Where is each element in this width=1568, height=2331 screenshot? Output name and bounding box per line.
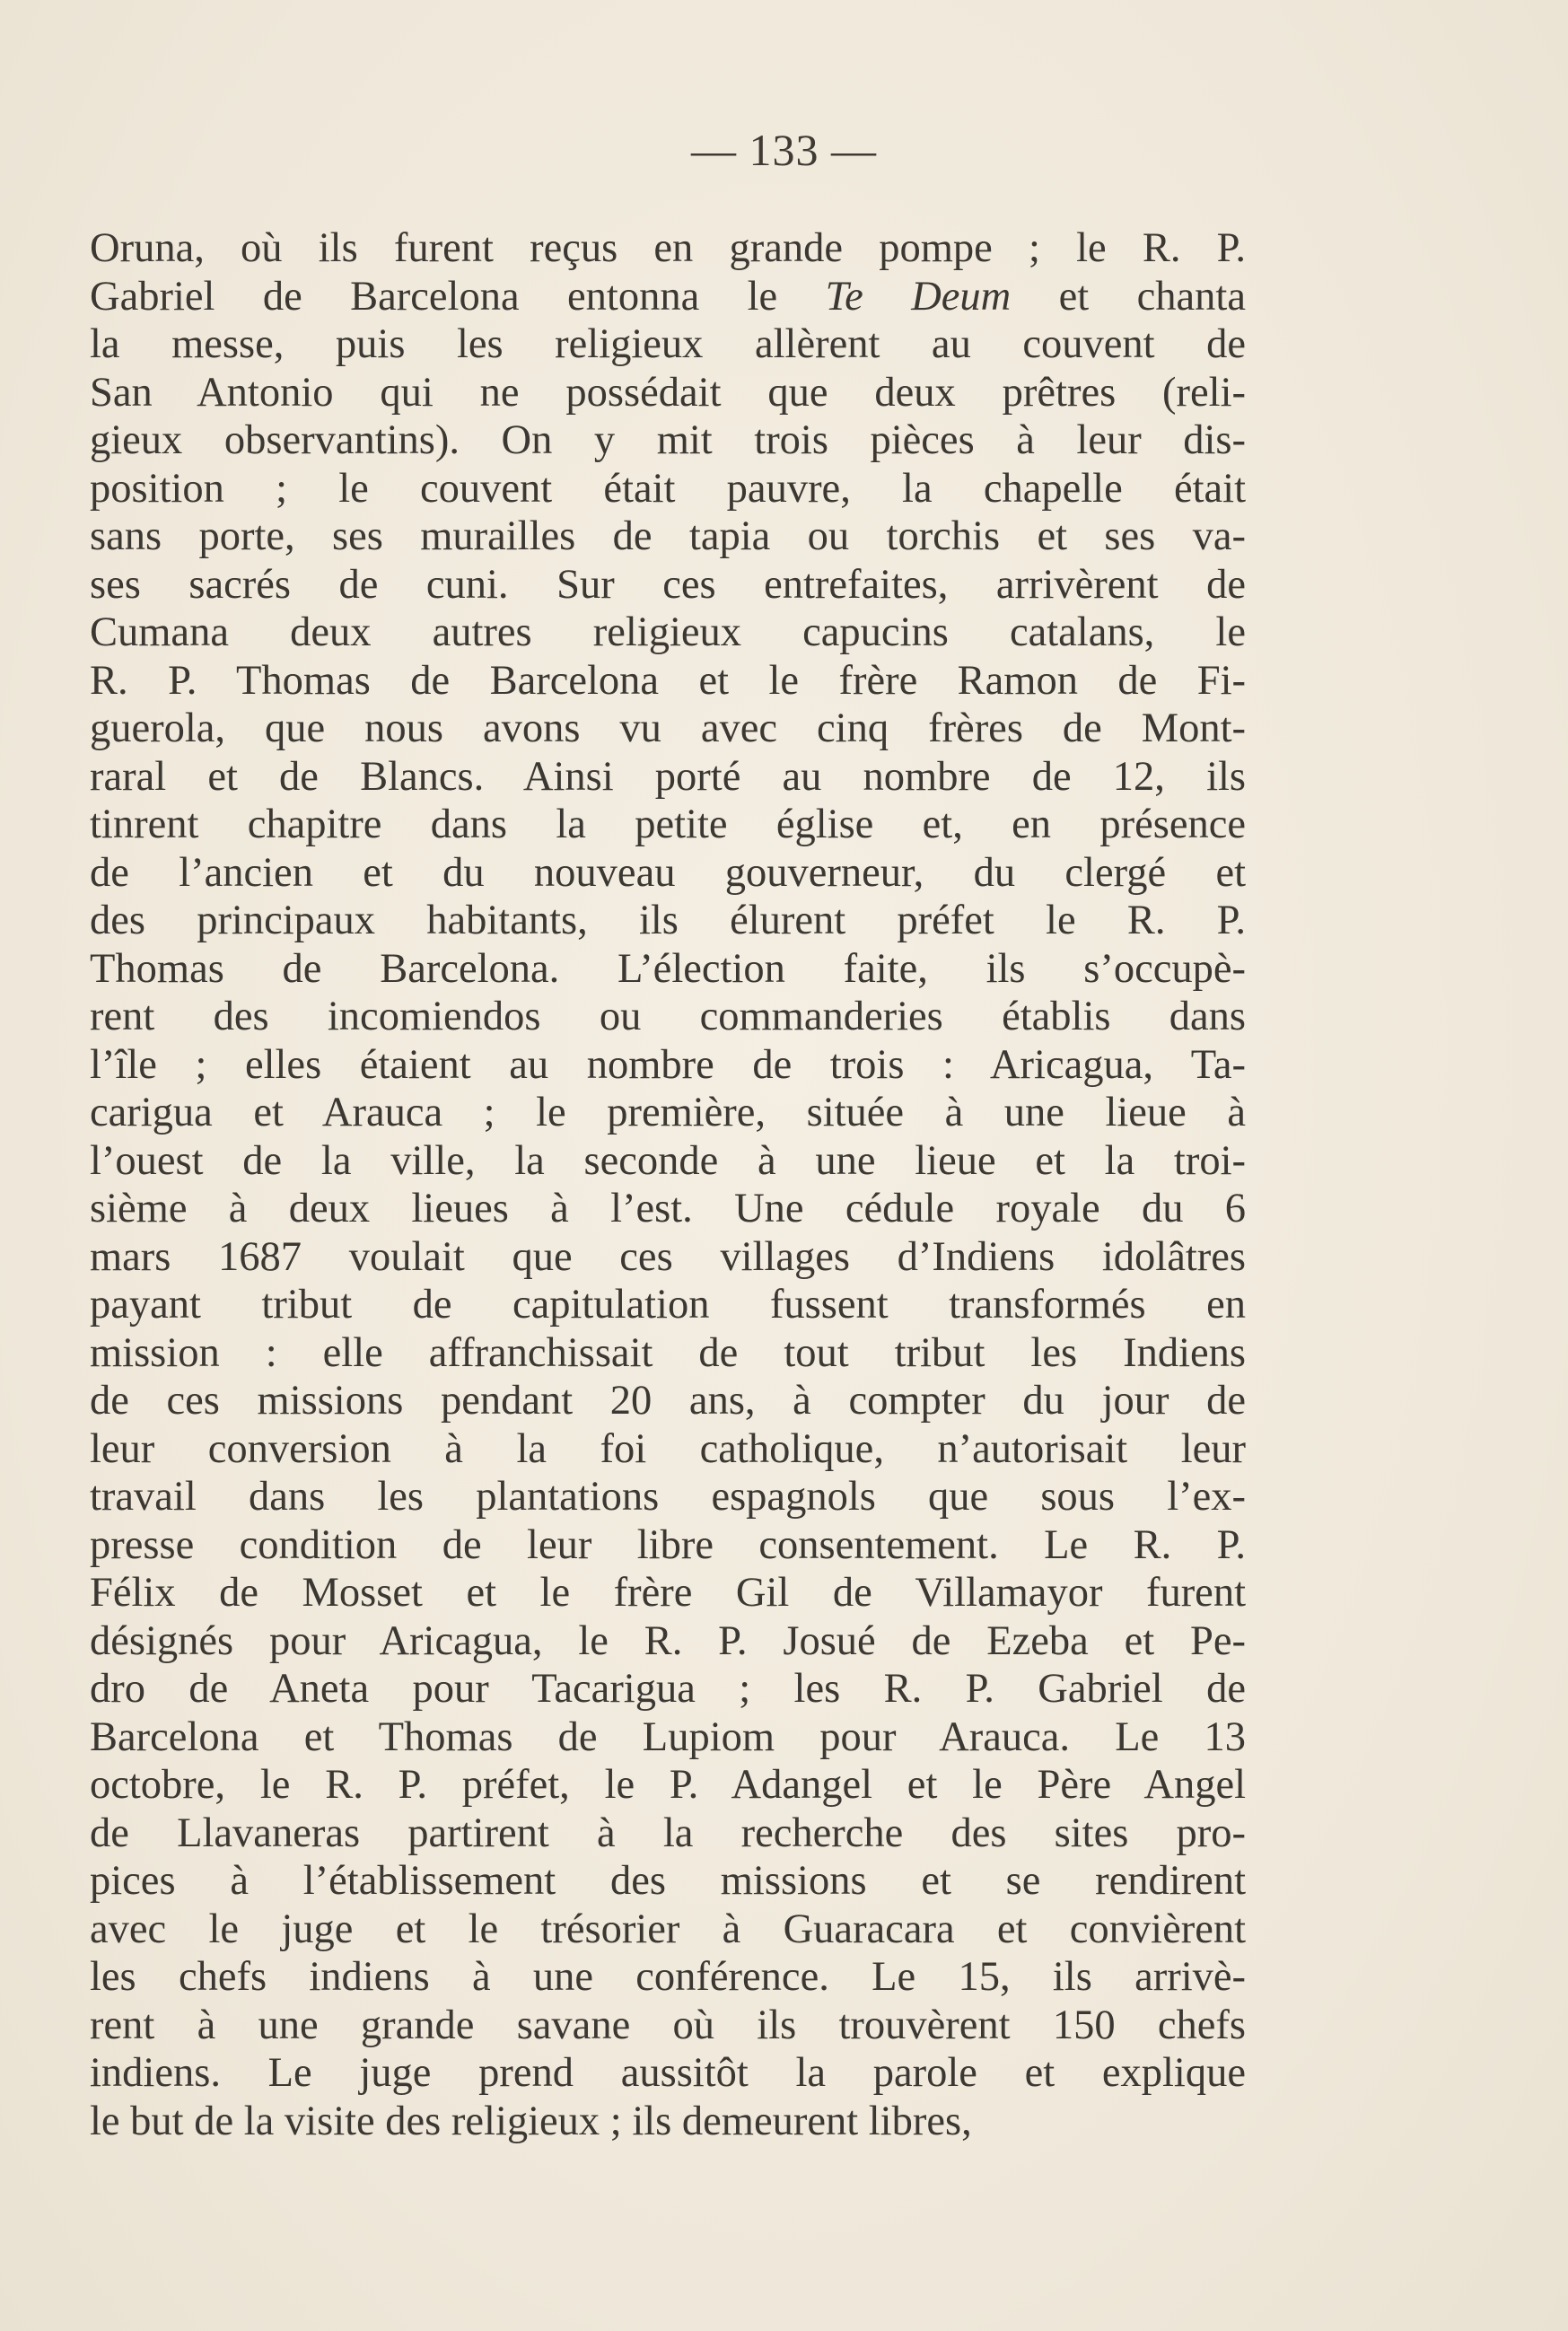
text-line: rent à une grande savane où ils trouvèrent 150 chefs	[90, 2002, 1246, 2048]
text-line: Félix de Mosset et le frère Gil de Villamayor furent	[90, 1570, 1246, 1616]
body-text	[90, 224, 1246, 2145]
text-line: de l’ancien et du nouveau gouverneur, du clergé et	[90, 849, 1246, 896]
text-line: rent des incomiendos ou commanderies établis dans	[90, 994, 1246, 1039]
text-line: sans porte, ses murailles de tapia ou torchis et ses va-	[90, 513, 1246, 559]
page-number: — 133 —	[691, 125, 877, 175]
text-line: ses sacrés de cuni. Sur ces entrefaites, arrivèrent de	[90, 561, 1246, 608]
text-line: travail dans les plantations espagnols que sous l’ex-	[90, 1474, 1246, 1520]
text-line: indiens. Le juge prend aussitôt la parole et explique	[90, 2050, 1246, 2096]
text-line: avec le juge et le trésorier à Guaracara et convièrent	[90, 1906, 1246, 1952]
text-line: R. P. Thomas de Barcelona et le frère Ramon de Fi-	[90, 657, 1246, 704]
text-line: carigua et Arauca ; le première, située à une lieue à	[90, 1090, 1246, 1135]
text-line: Gabriel de Barcelona entonna le Te Deum et chanta	[90, 273, 1246, 320]
text-line: leur conversion à la foi catholique, n’autorisait leur	[90, 1425, 1246, 1472]
text-line: Barcelona et Thomas de Lupiom pour Arauca. Le 13	[90, 1713, 1246, 1760]
text-line: presse condition de leur libre consentement. Le R. P.	[90, 1521, 1246, 1568]
text-line: les chefs indiens à une conférence. Le 15, ils arrivè-	[90, 1954, 1246, 2000]
text-line: le but de la visite des religieux ; ils demeurent libres,	[90, 2098, 972, 2144]
text-line: la messe, puis les religieux allèrent au couvent de	[90, 321, 1246, 367]
text-line: des principaux habitants, ils élurent préfet le R. P.	[90, 898, 1246, 943]
text-line: dro de Aneta pour Tacarigua ; les R. P. Gabriel de	[90, 1666, 1246, 1712]
text-line: San Antonio qui ne possédait que deux prêtres (reli-	[90, 369, 1246, 416]
text-line: Cumana deux autres religieux capucins catalans, le	[90, 609, 1246, 655]
text-line: de ces missions pendant 20 ans, à compter du jour de	[90, 1378, 1246, 1424]
text-line: payant tribut de capitulation fussent transformés en	[90, 1282, 1246, 1328]
text-line: position ; le couvent était pauvre, la chapelle était	[90, 465, 1246, 512]
text-line: raral et de Blancs. Ainsi porté au nombre de 12, ils	[90, 753, 1246, 800]
text-line: mars 1687 voulait que ces villages d’Indiens idolâtres	[90, 1233, 1246, 1280]
text-line: Oruna, où ils furent reçus en grande pompe ; le R. P.	[90, 225, 1246, 271]
text-line: l’ouest de la ville, la seconde à une lieue et la troi-	[90, 1137, 1246, 1184]
text-line: l’île ; elles étaient au nombre de trois : Aricagua, Ta-	[90, 1041, 1246, 1088]
text-line: Thomas de Barcelona. L’élection faite, ils s’occupè-	[90, 945, 1246, 992]
text-line: pices à l’établissement des missions et se rendirent	[90, 1858, 1246, 1904]
text-line: sième à deux lieues à l’est. Une cédule royale du 6	[90, 1186, 1246, 1231]
text-line: mission : elle affranchissait de tout tribut les Indiens	[90, 1329, 1246, 1376]
text-line: gieux observantins). On y mit trois pièces à leur dis-	[90, 417, 1246, 463]
text-line: octobre, le R. P. préfet, le P. Adangel et le Père Angel	[90, 1762, 1246, 1808]
text-line: guerola, que nous avons vu avec cinq frères de Mont-	[90, 705, 1246, 751]
text-line: de Llavaneras partirent à la recherche des sites pro-	[90, 1810, 1246, 1856]
text-line: désignés pour Aricagua, le R. P. Josué de Ezeba et Pe-	[90, 1617, 1246, 1664]
text-line: tinrent chapitre dans la petite église et, en présence	[90, 802, 1246, 847]
